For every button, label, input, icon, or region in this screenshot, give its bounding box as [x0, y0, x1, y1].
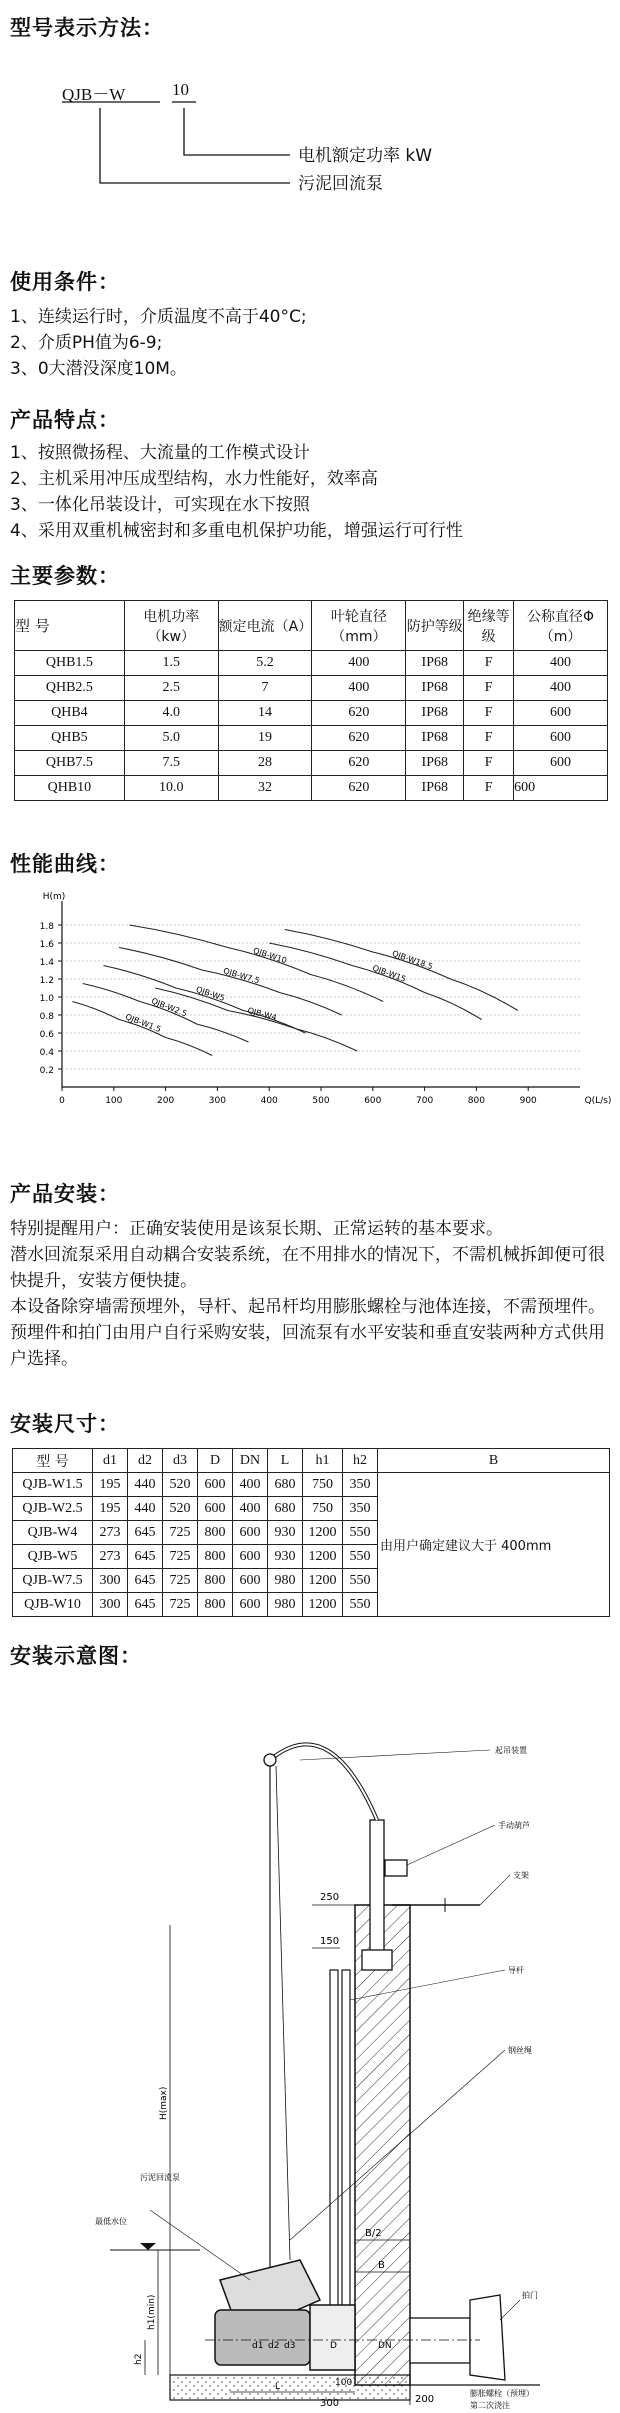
cell: QJB-W10 — [13, 1593, 93, 1617]
cell: IP68 — [406, 751, 464, 776]
cell: 645 — [128, 1593, 163, 1617]
dims-b-note: 由用户确定建议大于 400mm — [378, 1473, 610, 1617]
y-tick-label: 1.6 — [39, 940, 54, 950]
cell: 620 — [312, 776, 406, 801]
cell: F — [464, 751, 514, 776]
y-tick-label: 1.8 — [39, 922, 54, 932]
series-label: QJB-W5 — [194, 984, 226, 1003]
cell: 32 — [218, 776, 312, 801]
label-b: B — [378, 2260, 385, 2271]
params-header-protection: 防护等级 — [406, 601, 464, 651]
cell: 400 — [312, 651, 406, 676]
cell: 930 — [268, 1545, 303, 1569]
series-line-QJB-W4 — [155, 988, 357, 1051]
series-label: QJB-W7.5 — [222, 966, 261, 986]
cell: F — [464, 701, 514, 726]
cell: 14 — [218, 701, 312, 726]
cell: 550 — [343, 1545, 378, 1569]
label-hmax: H(max) — [159, 2086, 169, 2120]
model-heading: 型号表示方法： — [10, 16, 164, 40]
cell: QHB7.5 — [15, 751, 125, 776]
pool-floor — [170, 2375, 410, 2400]
label-bolt: 膨胀螺栓（预埋） — [470, 2389, 534, 2398]
install-paragraph: 本设备除穿墙需预埋外，导杆、起吊杆均用膨胀螺栓与池体连接，不需预埋件。 — [10, 1297, 605, 1317]
series-line-QJB-W15 — [269, 943, 481, 1020]
cell: 930 — [268, 1521, 303, 1545]
cell: 550 — [343, 1569, 378, 1593]
x-axis-label: Q(L/s) — [584, 1096, 612, 1106]
label-crane: 起吊装置 — [495, 1746, 527, 1755]
dims-header: d3 — [163, 1449, 198, 1473]
cell: 600 — [198, 1497, 233, 1521]
condition-item: 3、0大潜没深度10M。 — [10, 359, 187, 379]
condition-item: 2、介质PH值为6-9; — [10, 333, 163, 353]
cell: 400 — [514, 676, 608, 701]
cell: QJB-W4 — [13, 1521, 93, 1545]
cell: 195 — [93, 1473, 128, 1497]
cell: 300 — [93, 1569, 128, 1593]
label-rope: 钢丝绳 — [508, 2046, 532, 2055]
outlet-pipe — [410, 2318, 470, 2363]
x-tick-label: 300 — [208, 1096, 226, 1106]
cell: 800 — [198, 1593, 233, 1617]
label-h2: h2 — [134, 2353, 144, 2365]
cell: 600 — [198, 1473, 233, 1497]
cell: 2.5 — [124, 676, 218, 701]
installation-diagram — [0, 1680, 620, 2413]
label-200: 200 — [415, 2394, 435, 2405]
cell: 440 — [128, 1473, 163, 1497]
cell: 680 — [268, 1497, 303, 1521]
cell: 800 — [198, 1569, 233, 1593]
label-300: 300 — [320, 2398, 340, 2409]
cell: QHB1.5 — [15, 651, 125, 676]
cell: 400 — [514, 651, 608, 676]
model-code-a: QJB－W — [62, 85, 126, 104]
label-support: 支架 — [513, 1871, 529, 1880]
dims-header-row — [13, 1449, 610, 1473]
series-label: QJB-W1.5 — [124, 1012, 163, 1035]
concrete-wall — [355, 1905, 410, 2385]
cell: 550 — [343, 1593, 378, 1617]
cell: 725 — [163, 1545, 198, 1569]
cell: 400 — [233, 1497, 268, 1521]
cell: F — [464, 776, 514, 801]
params-header-impeller: 叶轮直径（mm） — [312, 601, 406, 651]
cell: 645 — [128, 1521, 163, 1545]
cell: QJB-W1.5 — [13, 1473, 93, 1497]
series-label: QJB-W10 — [252, 945, 288, 966]
y-tick-label: 0.6 — [39, 1030, 54, 1040]
cell: 750 — [303, 1497, 343, 1521]
cell: 400 — [312, 676, 406, 701]
dims-header: L — [268, 1449, 303, 1473]
cell: 273 — [93, 1521, 128, 1545]
dims-header: h2 — [343, 1449, 378, 1473]
cell: 350 — [343, 1473, 378, 1497]
install-text — [10, 1216, 614, 1372]
x-tick-label: 400 — [260, 1096, 278, 1106]
curve-heading: 性能曲线： — [10, 852, 120, 876]
install-paragraph: 特别提醒用户：正确安装使用是该泵长期、正常运转的基本要求。 — [10, 1219, 503, 1239]
cell: QJB-W7.5 — [13, 1569, 93, 1593]
table-row — [15, 651, 608, 676]
cell: 28 — [218, 751, 312, 776]
cell: 645 — [128, 1569, 163, 1593]
dims-header-model: 型 号 — [13, 1449, 93, 1473]
cell: 520 — [163, 1473, 198, 1497]
cell: 4.0 — [124, 701, 218, 726]
y-tick-label: 0.2 — [39, 1066, 54, 1076]
cell: F — [464, 676, 514, 701]
cell: IP68 — [406, 701, 464, 726]
cell: 680 — [268, 1473, 303, 1497]
cell: QJB-W5 — [13, 1545, 93, 1569]
label-d1: d1 — [252, 2341, 264, 2351]
cell: IP68 — [406, 726, 464, 751]
model-code-brackets — [0, 0, 620, 200]
label-grout: 第二次浇注 — [470, 2401, 510, 2410]
cell: 300 — [93, 1593, 128, 1617]
install-paragraph: 预埋件和拍门由用户自行采购安装，回流泵有水平安装和垂直安装两种方式供用户选择。 — [10, 1323, 605, 1369]
water-level-marker — [140, 2243, 156, 2250]
performance-chart — [0, 885, 620, 1125]
y-tick-label: 1.4 — [39, 958, 54, 968]
cell: 600 — [514, 701, 608, 726]
dims-header: DN — [233, 1449, 268, 1473]
cell: 5.0 — [124, 726, 218, 751]
x-tick-label: 800 — [467, 1096, 485, 1106]
cell: 645 — [128, 1545, 163, 1569]
cell: 980 — [268, 1593, 303, 1617]
cell: 600 — [233, 1569, 268, 1593]
x-tick-label: 900 — [519, 1096, 537, 1106]
cell: F — [464, 651, 514, 676]
y-tick-label: 1.2 — [39, 976, 54, 986]
cell: 7.5 — [124, 751, 218, 776]
cell: 600 — [233, 1545, 268, 1569]
feature-item: 2、主机采用冲压成型结构，水力性能好，效率高 — [10, 469, 378, 489]
features-heading: 产品特点： — [10, 408, 120, 432]
cell: 800 — [198, 1521, 233, 1545]
label-D: D — [330, 2341, 337, 2351]
table-row — [15, 726, 608, 751]
cell: 350 — [343, 1497, 378, 1521]
cell: 620 — [312, 726, 406, 751]
cell: 1200 — [303, 1593, 343, 1617]
label-150: 150 — [320, 1936, 340, 1947]
series-label: QJB-W4 — [246, 1005, 278, 1023]
dims-header: d2 — [128, 1449, 163, 1473]
cell: 440 — [128, 1497, 163, 1521]
cell: 10.0 — [124, 776, 218, 801]
label-flap: 拍门 — [522, 2291, 538, 2300]
dims-table — [12, 1448, 610, 1617]
series-label: QJB-W15 — [371, 963, 408, 984]
cell: 5.2 — [218, 651, 312, 676]
cell: F — [464, 726, 514, 751]
table-row — [15, 751, 608, 776]
cell: 980 — [268, 1569, 303, 1593]
cell: 1200 — [303, 1521, 343, 1545]
cell: QHB2.5 — [15, 676, 125, 701]
cell: 725 — [163, 1569, 198, 1593]
x-tick-label: 0 — [59, 1096, 65, 1106]
cell: 600 — [514, 726, 608, 751]
table-row — [13, 1473, 610, 1497]
cell: 725 — [163, 1521, 198, 1545]
params-header-diameter: 公称直径Φ（m） — [514, 601, 608, 651]
cell: IP68 — [406, 776, 464, 801]
model-label-type: 污泥回流泵 — [298, 174, 383, 194]
install-heading: 产品安装： — [10, 1182, 120, 1206]
label-sludge: 污泥回流泵 — [140, 2173, 180, 2182]
series-line-QJB-W18.5 — [285, 930, 518, 1011]
label-250: 250 — [320, 1892, 340, 1903]
cell: 273 — [93, 1545, 128, 1569]
cell: 600 — [233, 1593, 268, 1617]
cell: 1.5 — [124, 651, 218, 676]
cell: IP68 — [406, 651, 464, 676]
cell: 195 — [93, 1497, 128, 1521]
series-label: QJB-W18.5 — [390, 948, 434, 972]
cell: QJB-W2.5 — [13, 1497, 93, 1521]
install-paragraph: 潜水回流泵采用自动耦合安装系统，在不用排水的情况下，不需机械拆卸便可很快提升，安装方便快捷。 — [10, 1245, 605, 1291]
params-header-model: 型 号 — [15, 601, 125, 651]
feature-item: 3、一体化吊装设计，可实现在水下按照 — [10, 495, 310, 515]
cell: 600 — [233, 1521, 268, 1545]
crane-post — [370, 1820, 384, 1960]
cell: 620 — [312, 751, 406, 776]
cell: 600 — [514, 776, 608, 801]
label-low-level: 最低水位 — [95, 2217, 127, 2226]
label-h1: h1(min) — [147, 2294, 157, 2330]
dims-header: h1 — [303, 1449, 343, 1473]
label-DN: DN — [378, 2341, 392, 2351]
label-b2: B/2 — [365, 2228, 382, 2239]
model-code-b: 10 — [172, 80, 189, 99]
diagram-heading: 安装示意图： — [10, 1644, 142, 1668]
hoist-box — [385, 1860, 407, 1876]
label-L: L — [275, 2382, 281, 2392]
cell: 1200 — [303, 1545, 343, 1569]
params-header-insulation: 绝缘等级 — [464, 601, 514, 651]
crane-arm — [270, 1744, 377, 1820]
dims-header: d1 — [93, 1449, 128, 1473]
cell: 1200 — [303, 1569, 343, 1593]
y-tick-label: 1.0 — [39, 994, 54, 1004]
cell: QHB5 — [15, 726, 125, 751]
cell: 7 — [218, 676, 312, 701]
params-header-row — [15, 601, 608, 651]
cell: 750 — [303, 1473, 343, 1497]
x-tick-label: 200 — [157, 1096, 175, 1106]
cell: 400 — [233, 1473, 268, 1497]
cell: 725 — [163, 1593, 198, 1617]
dims-header: D — [198, 1449, 233, 1473]
cell: 520 — [163, 1497, 198, 1521]
label-hoist: 手动葫芦 — [498, 1821, 530, 1830]
series-line-QJB-W1.5 — [72, 1002, 212, 1056]
flap-valve — [470, 2295, 505, 2380]
params-table — [14, 600, 608, 801]
dims-header: B — [378, 1449, 610, 1473]
params-header-power: 电机功率（kw） — [124, 601, 218, 651]
y-tick-label: 0.8 — [39, 1012, 54, 1022]
cell: 800 — [198, 1545, 233, 1569]
cell: QHB10 — [15, 776, 125, 801]
dims-heading: 安装尺寸： — [10, 1412, 120, 1436]
cell: 550 — [343, 1521, 378, 1545]
params-header-current: 额定电流（A） — [218, 601, 312, 651]
y-tick-label: 0.4 — [39, 1048, 54, 1058]
y-axis-label: H(m) — [42, 892, 66, 902]
feature-item: 4、采用双重机械密封和多重电机保护功能，增强运行可行性 — [10, 521, 463, 541]
table-row — [15, 676, 608, 701]
cell: IP68 — [406, 676, 464, 701]
cell: 600 — [514, 751, 608, 776]
label-d3: d3 — [284, 2341, 296, 2351]
cell: 19 — [218, 726, 312, 751]
cell: QHB4 — [15, 701, 125, 726]
series-label: QJB-W2.5 — [150, 996, 189, 1019]
x-tick-label: 700 — [416, 1096, 434, 1106]
table-row — [15, 701, 608, 726]
conditions-heading: 使用条件： — [10, 270, 120, 294]
feature-item: 1、按照微扬程、大流量的工作模式设计 — [10, 443, 310, 463]
x-tick-label: 500 — [312, 1096, 330, 1106]
condition-item: 1、连续运行时，介质温度不高于40°C; — [10, 307, 307, 327]
x-tick-label: 600 — [364, 1096, 382, 1106]
cell: 620 — [312, 701, 406, 726]
table-row — [15, 776, 608, 801]
model-label-power: 电机额定功率 kW — [298, 146, 433, 166]
x-tick-label: 100 — [105, 1096, 123, 1106]
params-heading: 主要参数： — [10, 564, 120, 588]
label-d2: d2 — [268, 2341, 280, 2351]
label-guide: 导杆 — [508, 1966, 524, 1975]
label-100: 100 — [335, 2378, 353, 2388]
